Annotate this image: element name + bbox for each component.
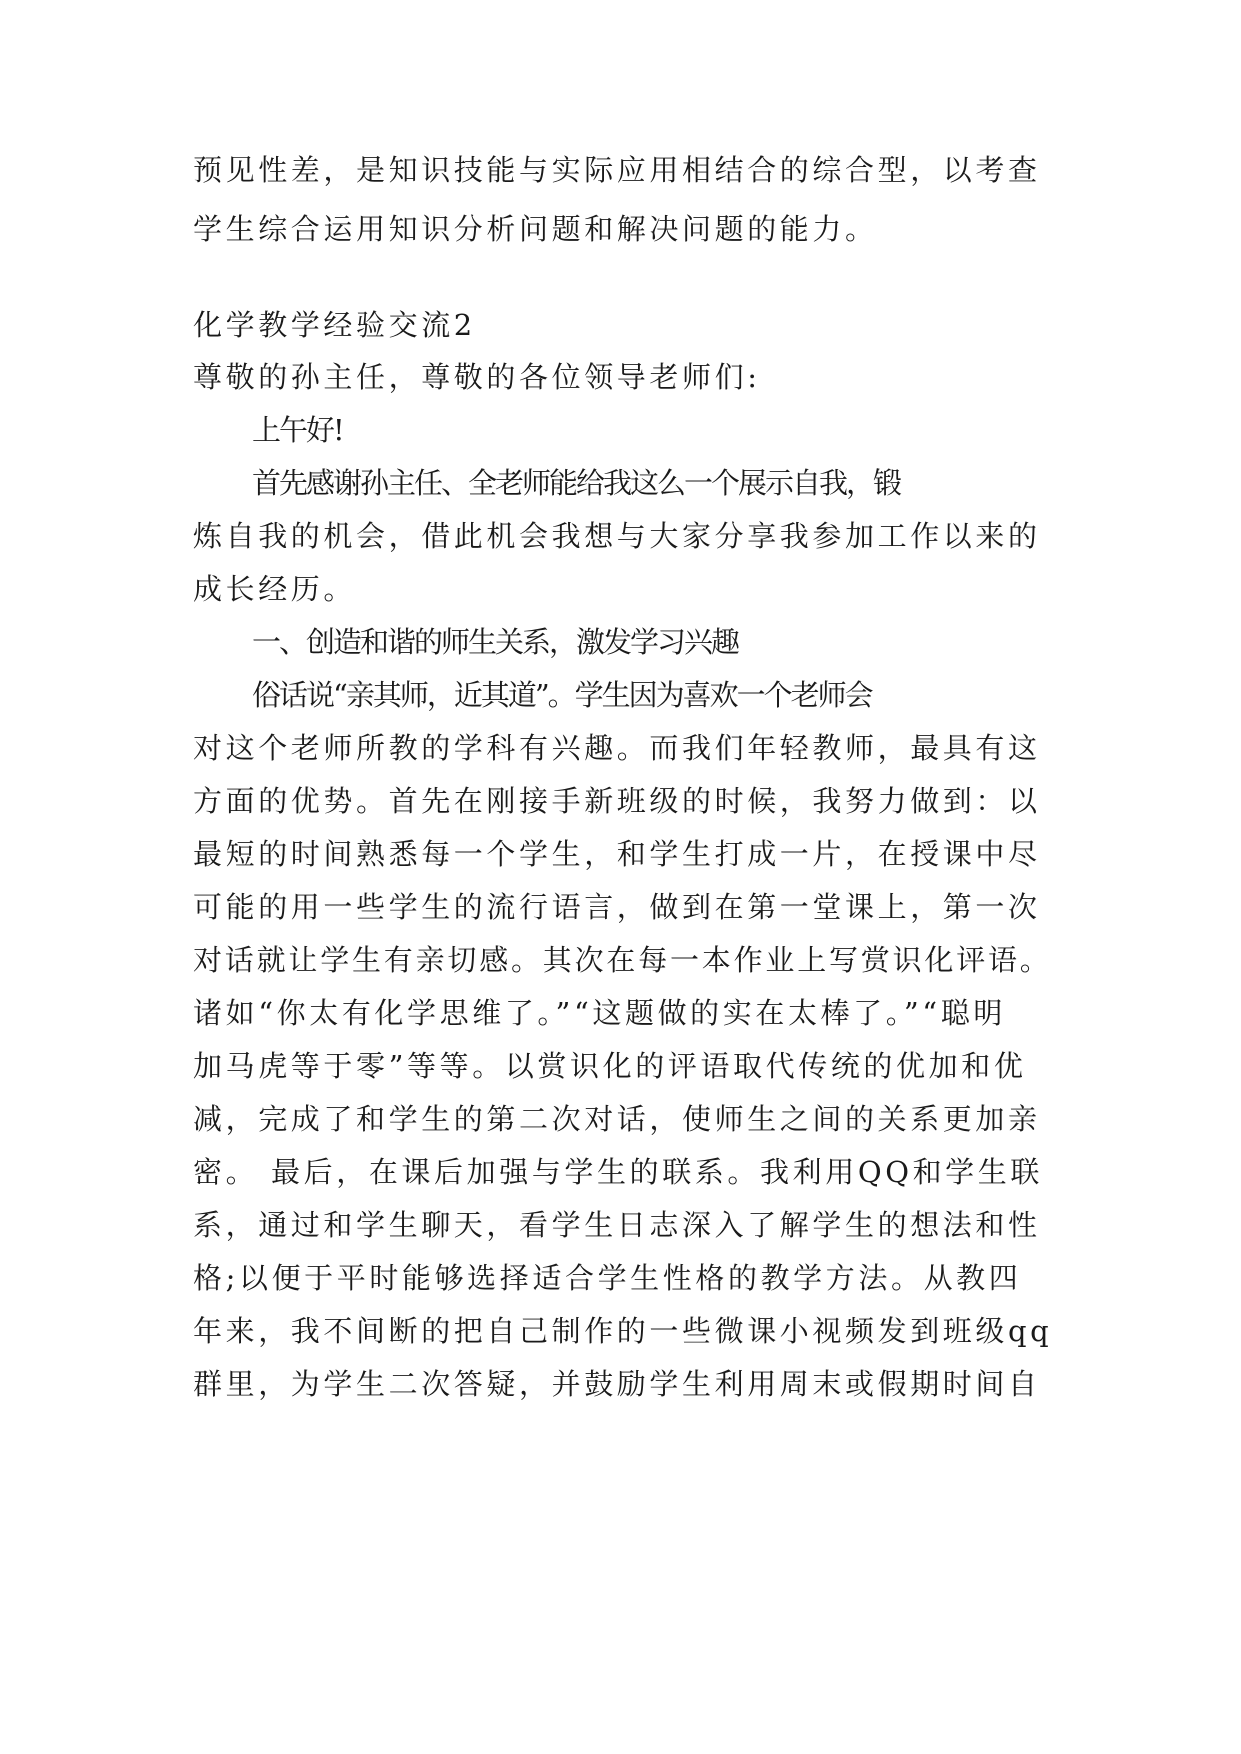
paragraph-line: 学生综合运用知识分析问题和解决问题的能力。	[193, 212, 878, 246]
section-heading: 一、创造和谐的师生关系，激发学习兴趣	[252, 625, 739, 659]
paragraph-line: 格;以便于平时能够选择适合学生性格的教学方法。从教四	[193, 1261, 1022, 1295]
paragraph-line: 可能的用一些学生的流行语言，做到在第一堂课上，第一次	[193, 890, 1041, 924]
paragraph-line: 年来，我不间断的把自己制作的一些微课小视频发到班级qq	[193, 1314, 1053, 1348]
salutation: 尊敬的孙主任，尊敬的各位领导老师们:	[193, 360, 761, 394]
paragraph-line: 最短的时间熟悉每一个学生，和学生打成一片，在授课中尽	[193, 837, 1041, 871]
section-title: 化学教学经验交流2	[193, 308, 476, 342]
paragraph-line: 方面的优势。首先在刚接手新班级的时候，我努力做到：以	[193, 784, 1041, 818]
greeting: 上午好!	[252, 413, 343, 447]
paragraph-line: 首先感谢孙主任、全老师能给我这么一个展示自我，锻	[252, 466, 901, 500]
paragraph-line: 加马虎等于零”等等。以赏识化的评语取代传统的优加和优	[193, 1049, 1027, 1083]
paragraph-line: 系，通过和学生聊天，看学生日志深入了解学生的想法和性	[193, 1208, 1041, 1242]
paragraph-line: 诸如“你太有化学思维了。”“这题做的实在太棒了。”“聪明	[193, 996, 1006, 1030]
paragraph-line: 预见性差，是知识技能与实际应用相结合的综合型，以考查	[193, 153, 1041, 187]
paragraph-line: 成长经历。	[193, 572, 357, 606]
paragraph-line: 对话就让学生有亲切感。其次在每一本作业上写赏识化评语。	[193, 943, 1052, 977]
paragraph-line: 群里，为学生二次答疑，并鼓励学生利用周末或假期时间自	[193, 1367, 1041, 1401]
paragraph-line: 俗话说“亲其师，近其道”。学生因为喜欢一个老师会	[252, 678, 872, 712]
paragraph-line: 密。 最后，在课后加强与学生的联系。我利用QQ和学生联	[193, 1155, 1043, 1189]
paragraph-line: 炼自我的机会，借此机会我想与大家分享我参加工作以来的	[193, 519, 1041, 553]
paragraph-line: 对这个老师所教的学科有兴趣。而我们年轻教师，最具有这	[193, 731, 1041, 765]
paragraph-line: 减，完成了和学生的第二次对话，使师生之间的关系更加亲	[193, 1102, 1041, 1136]
